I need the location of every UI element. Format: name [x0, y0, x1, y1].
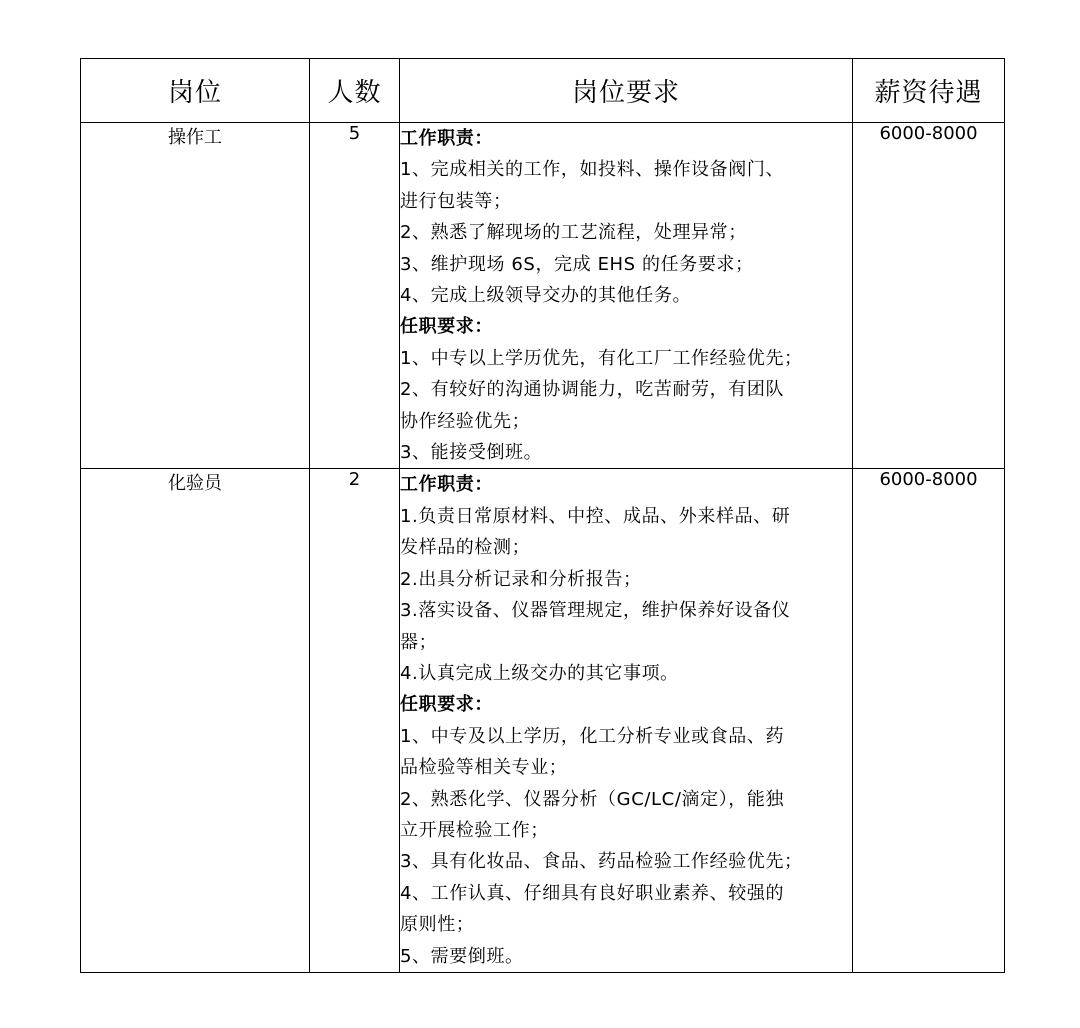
header-requirements: 岗位要求: [400, 59, 853, 123]
requirement-line: 进行包装等；: [400, 190, 512, 212]
section-heading-duties: 工作职责：: [400, 474, 493, 496]
requirement-line: 2.出具分析记录和分析报告；: [400, 568, 642, 590]
requirements-cell: [400, 123, 853, 469]
header-headcount: 人数: [310, 59, 400, 123]
position-title: 操作工: [81, 123, 310, 469]
headcount: 5: [310, 123, 400, 469]
requirement-line: 立开展检验工作；: [400, 819, 549, 841]
requirement-line: 发样品的检测；: [400, 537, 531, 559]
section-heading-duties: 工作职责：: [400, 128, 493, 149]
requirement-line: 品检验等相关专业；: [400, 757, 568, 779]
requirement-line: 2、熟悉了解现场的工艺流程，处理异常；: [400, 222, 747, 244]
requirement-line: 器；: [400, 631, 438, 653]
salary-range: 6000-8000: [853, 123, 1005, 469]
headcount: 2: [310, 469, 400, 973]
table-row: [81, 123, 1005, 469]
table-header-row: [81, 59, 1005, 123]
requirement-line: 3、维护现场 6S，完成 EHS 的任务要求；: [400, 253, 754, 275]
requirement-line: 2、有较好的沟通协调能力，吃苦耐劳，有团队: [400, 379, 785, 401]
requirement-line: 1、完成相关的工作，如投料、操作设备阀门、: [400, 159, 785, 181]
header-position: 岗位: [81, 59, 310, 123]
salary-range: 6000-8000: [853, 469, 1005, 973]
requirement-line: 原则性；: [400, 914, 475, 936]
header-salary: 薪资待遇: [853, 59, 1005, 123]
requirement-line: 4、工作认真、仔细具有良好职业素养、较强的: [400, 882, 785, 904]
table-row: [81, 469, 1005, 973]
requirement-line: 1、中专以上学历优先，有化工厂工作经验优先；: [400, 347, 803, 369]
requirement-line: 协作经验优先；: [400, 410, 531, 432]
requirement-line: 1、中专及以上学历，化工分析专业或食品、药: [400, 725, 785, 747]
section-heading-qualifications: 任职要求：: [400, 694, 493, 716]
requirement-line: 3、具有化妆品、食品、药品检验工作经验优先；: [400, 851, 803, 873]
requirement-line: 4、完成上级领导交办的其他任务。: [400, 285, 692, 307]
requirement-line: 5、需要倒班。: [400, 945, 524, 967]
section-heading-qualifications: 任职要求：: [400, 316, 493, 338]
requirement-line: 4.认真完成上级交办的其它事项。: [400, 662, 679, 684]
requirement-line: 2、熟悉化学、仪器分析（GC/LC/滴定），能独: [400, 788, 785, 810]
job-listing-table: [80, 58, 1005, 973]
position-title: 化验员: [81, 469, 310, 973]
requirement-line: 3、能接受倒班。: [400, 442, 543, 464]
requirement-line: 3.落实设备、仪器管理规定，维护保养好设备仪: [400, 600, 791, 622]
requirements-cell: [400, 469, 853, 973]
requirement-line: 1.负责日常原材料、中控、成品、外来样品、研: [400, 505, 791, 527]
